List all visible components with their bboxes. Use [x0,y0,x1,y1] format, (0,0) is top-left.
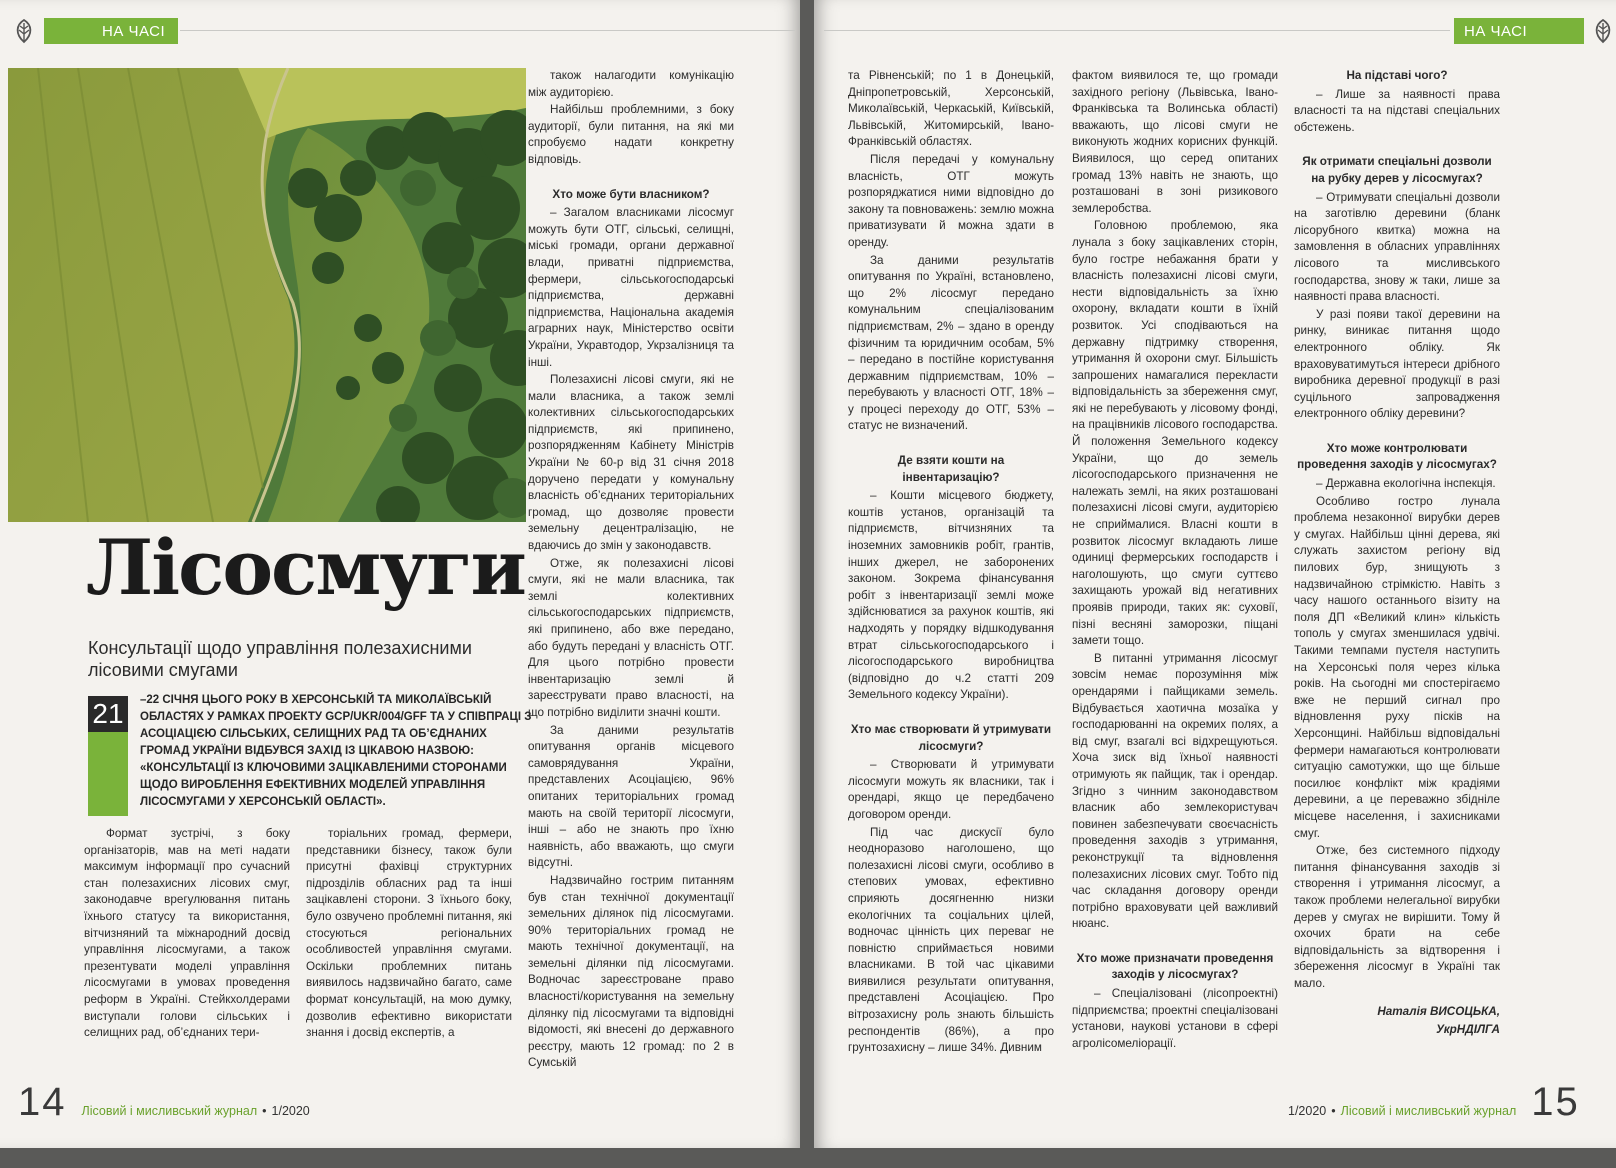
body-paragraph: У разі появи такої деревини на ринку, виникає питання щодо електронного обліку. Як враховуватимуться інтереси дрібного виробника деревної продукції в разі суцільного запровадження електронного обліку деревини? [1294,307,1500,421]
body-paragraph: Отже, без системного підходу питання фінансування заходів зі створення і утримання лісосмуг, а також проблеми нелегальної вирубки дерев у смугах не вирішити. Тому й охочих брати на себе відповідальність за відтворення і збереження лісосмуг в Україні так мало. [1294,844,1500,990]
issue-number: 1/2020 [1288,1104,1327,1118]
body-paragraph: – Загалом власниками лісосмуг можуть бути ОТГ, сільські, селищні, міські громади, органи державної влади, приватні підприємства, фермери, сільськогосподарські підприємства, державні підприємства, Національна академія аграрних наук, Міністерство освіти України, Укравтодор, Укрзалізниця та інші. [528,206,734,369]
left-column-2 [306,826,512,1043]
journal-name: Лісовий і мисливський журнал [1340,1104,1517,1118]
aerial-field-photo [8,68,526,522]
right-column-2 [1072,68,1278,1053]
body-paragraph: Отже, як полезахисні лісові смуги, які не мали власника, так землі колективних сільськогосподарських підприємств, які припинено, або вже передано, або будуть передані у власність ОТГ. Для цього потрібно провести інвентаризацію землі й зареєструвати право власності, на що потрібно виділити значні кошти. [528,556,734,719]
left-folio [18,1080,310,1125]
article-subtitle: Консультації щодо управління полезахисними лісовими смугами [88,638,472,680]
body-paragraph: – Спеціалізовані (лісопроектні) підприємства; проектні спеціалізовані установи, наукові установи в сфері агролісомеліорації. [1072,987,1278,1050]
body-paragraph: – Лише за наявності права власності та на підставі спеціальних обстежень. [1294,87,1500,134]
header-rule [824,30,1450,31]
body-paragraph: – Створювати й утримувати лісосмуги можуть як власники, так і орендарі, якщо це передбачено договором оренди. [848,758,1054,821]
body-paragraph: – Кошти місцевого бюджету, коштів установ, організацій та підприємств, вітчизняних та іноземних замовників робіт, грантів, інших джерел, не заборонених законом. Зокрема фінансування робіт з інвентаризації землі може здійснюватися за рахунок коштів, які надходять у порядку відшкодування втрат сільськогосподарського і лісогосподарського виробництва (відповідно до ч.2 статті 209 Земельного кодексу України). [848,489,1054,702]
body-paragraph: За даними результатів опитування органів місцевого самоврядування України, представлених Асоціацією, 96% опитаних територіальних громад мають на своїй території лісосмуги, інші – або не знають про їхню наявність, або вважають, що смуги відсутні. [528,723,734,870]
body-paragraph: фактом виявилося те, що громади західного регіону (Львівська, Івано-Франківська та Волинська області) вважають, що лісові смуги не виконують жодних корисних функцій. Виявилося, що серед опитаних громад 13% навіть не знають, що розташовані в зоні ризикового землеробства. [1072,69,1278,215]
section-label: НА ЧАСІ [102,22,166,40]
author-name: Наталія ВИСОЦЬКА, [1377,1005,1500,1019]
question-heading: Як отримати спеціальні дозволи на рубку дерев у лісосмугах? [1302,155,1492,185]
body-paragraph: Під час дискусії було неодноразово наголошено, що полезахисні лісові смуги, особливо в степових умовах, ефективно сприяють досягненню низки екологічних та соціальних цілей, водночас цінність цих переваг не повністю сприймається новими власниками. В той час цікавими виявилися результати опитування, представлені Асоціацією. Про вітрозахисну роль знають більшість респондентів (86%), а про грунтозахисну – лише 34%. Дивним [848,825,1054,1055]
bullet: • [1331,1104,1336,1118]
article-lead: –22 СІЧНЯ ЦЬОГО РОКУ В ХЕРСОНСЬКІЙ ТА МИКОЛАЇВСЬКІЙ ОБЛАСТЯХ У РАМКАХ ПРОЕКТУ GCP/UKR/004/GFF ТА У СПІВПРАЦІ З АСОЦІАЦІЄЮ СІЛЬСЬКИХ, СЕЛИЩНИХ РАД ТА ОБ’ЄДНАНИХ ГРОМАД УКРАЇНИ ВІДБУВСЯ ЗАХІД ІЗ ЦІКАВОЮ НАЗВОЮ: «КОНСУЛЬТАЦІЇ ІЗ КЛЮЧОВИМИ ЗАЦІКАВЛЕНИМИ СТОРОНАМИ ЩОДО ВИРОБЛЕННЯ ЕФЕКТИВНИХ МОДЕЛЕЙ УПРАВЛІННЯ ЛІСОСМУГАМИ У ХЕРСОНСЬКІЙ ОБЛАСТІ». [140,694,532,808]
journal-name: Лісовий і мисливський журнал [81,1104,258,1118]
section-bar [44,18,178,44]
body-paragraph: Після передачі у комунальну власність, ОТГ можуть розпоряджатися ними відповідно до закону та повноважень: землю можна приватизувати й можна здати в оренду. [848,152,1054,249]
body-paragraph: – Отримувати спеціальні дозволи на заготівлю деревини (бланк лісорубного квитка) можна на замовлення в обласних управліннях лісового та мисливського господарства, знову ж таки, лише за наявності права власності. [1294,190,1500,304]
right-folio [1288,1080,1580,1125]
issue-number: 1/2020 [271,1104,310,1118]
page-number: 15 [1531,1080,1580,1124]
question-heading: Хто може призначати проведення заходів у лісосмугах? [1076,951,1274,982]
body-paragraph: В питанні утримання лісосмуг зовсім немає порозуміння між орендарями і пайщиками земель. Відбувається хаотична мозаїка у господарюванні на окремих полях, а від смуг, взагалі всі відхрещуються. Хоча зиск від їхньої наявності отримують як пайщик, так і орендар. Згідно з чинним законодавством власник або землекористувач повинен забезпечувати своєчасність проведення заходів з утримання, реконструкції та відновлення полезахисних лісових смуг. Тобто під час складання договору оренди потрібно враховувати цей важливий нюанс. [1072,651,1278,931]
section-bar [1454,18,1584,44]
question-heading: Де взяти кошти на інвентаризацію? [897,454,1005,484]
question-heading: Хто має створювати й утримувати лісосмуги? [850,722,1052,753]
author-organization: УкрНДІЛГА [1436,1023,1500,1037]
body-paragraph: Надзвичайно гострим питанням був стан технічної документації земельних ділянок під лісосмугами. 90% територіальних громад не мають технічної документації, на земельні ділянки під лісосмугами. Водночас зареєстроване право власності/користування на земельну ділянку під лісосмугами та відповідні відомості, які внесені до державного реєстру, мають 12 громад: по 2 в Сумській [528,873,734,1070]
question-heading: На підставі чого? [1346,69,1448,82]
lead-number-box: 21 [88,696,128,732]
body-paragraph: Найбільш проблемними, з боку аудиторії, були питання, на які ми спробуємо надати конкретну відповідь. [528,103,734,166]
bullet: • [262,1104,267,1118]
left-page [0,0,800,1148]
body-paragraph: Головною проблемою, яка лунала з боку зацікавлених сторін, було гостре небажання брати у власність полезахисні лісові смуги, нести відповідальність за їхню охорону, вкладати кошти в їхній розвиток. Усі сподіваються на державну підтримку створення, утримання й охорони смуг. Більшість запрошених намагалися перекласти відповідальність за збереження смуг, які не перебувають у лісовому фонді, на працівників лісового господарства. Й положення Земельного кодексу України, що до земель лісогосподарського призначення не належать землі, на яких розташовані полезахисні лісові смуги, аудиторією не сприймалися. Власні кошти в розвиток лісосмуг вкладають лише одиниці фермерських господарств і наголошують, що смуги суттєво захищають урожай від негативних проявів природи, таких як: суховії, пізні весняні заморозки, піщані замети тощо. [1072,219,1278,648]
section-label: НА ЧАСІ [1464,22,1528,40]
right-page [814,0,1616,1148]
body-paragraph: також налагодити комунікацію між аудиторією. [528,69,734,99]
body-paragraph: Формат зустрічі, з боку організаторів, мав на меті надати максимум інформації про сучасний стан полезахисних лісових смуг, законодавче врегулювання питань їхнього статусу та використання, вітчизняний та міжнародний досвід управління лісосмугами, а також презентувати моделі управління лісосмугами в умовах проведення реформ в Україні. Стейкхолдерами виступали голови сільських і селищних рад, об’єднаних тери- [84,827,290,1040]
page-number: 14 [18,1080,67,1124]
body-paragraph: Полезахисні лісові смуги, які не мали власника, а також землі колективних сільськогосподарських підприємств, які припинено, розпорядженням Кабінету Міністрів України № 60-р від 31 січня 2018 доручено передати у комунальну власність об’єднаних територіальних громад, що дозволяє провести земельну децентралізацію, не вдаючись до змін у законодавств. [528,373,734,553]
left-column-1 [84,826,290,1043]
question-heading: Хто може контролювати проведення заходів у лісосмугах? [1297,441,1497,472]
left-column-3 [528,68,734,1073]
body-paragraph: Особливо гостро лунала проблема незаконної вирубки дерев у смугах. Найбільш цінні дерева, які служать захистом регіону від пилових бур, знищують з надзвичайною стрімкістю. Навіть з часу нашого останнього візиту на поля ДП «Великий клин» кількість тополь у смугах зменшилася удвічі. Такими темпами пустеля наступить на Херсонські поля через кілька років. На сьогодні ми спостерігаємо вже не перший сигнал про відновлення руху пісків на Херсонщині. Найбільш відповідальні фермери намагаються контролювати ситуацію самотужки, що ще більше посилює конфлікт між крадіями деревини, а це переважно збідніле місцеве населення, і захисниками смуг. [1294,494,1500,840]
body-paragraph: торіальних громад, фермери, представники бізнесу, також були присутні фахівці структурних підрозділів обласних рад та інші зацікавлені сторони. З їхнього боку, було озвучено проблемні питання, які стосуються регіональних особливостей управління смугами. Оскільки проблемних питань виявилось надзвичайно багато, саме формат консультацій, на мою думку, дозволив ефективно використати знання і досвід експертів, а [306,827,512,1040]
right-column-1 [848,68,1054,1058]
article-title: Лісосмуги [86,523,525,612]
leaf-icon [8,14,40,48]
lead-accent-bar [88,732,128,816]
header-rule [180,30,795,31]
leaf-icon [1587,14,1616,48]
body-paragraph: та Рівненській; по 1 в Донецькій, Дніпропетровській, Херсонській, Миколаївській, Черкаській, Київській, Львівській, Житомирській, Івано-Франківській областях. [848,69,1054,149]
right-column-3 [1294,68,1500,1040]
body-paragraph: – Державна екологічна інспекція. [1316,477,1496,491]
body-paragraph: За даними результатів опитування по Україні, встановлено, що 2% лісосмуг передано комунальним спеціалізованим підприємствам, 2% – здано в оренду фізичним та юридичним особам, 5% – передано в постійне користування державним підприємствам, 10% – перебувають у власності ОТГ, 18% – у процесі переходу до ОТГ, 53% – статус не визначений. [848,253,1054,433]
question-heading: Хто може бути власником? [552,187,710,201]
